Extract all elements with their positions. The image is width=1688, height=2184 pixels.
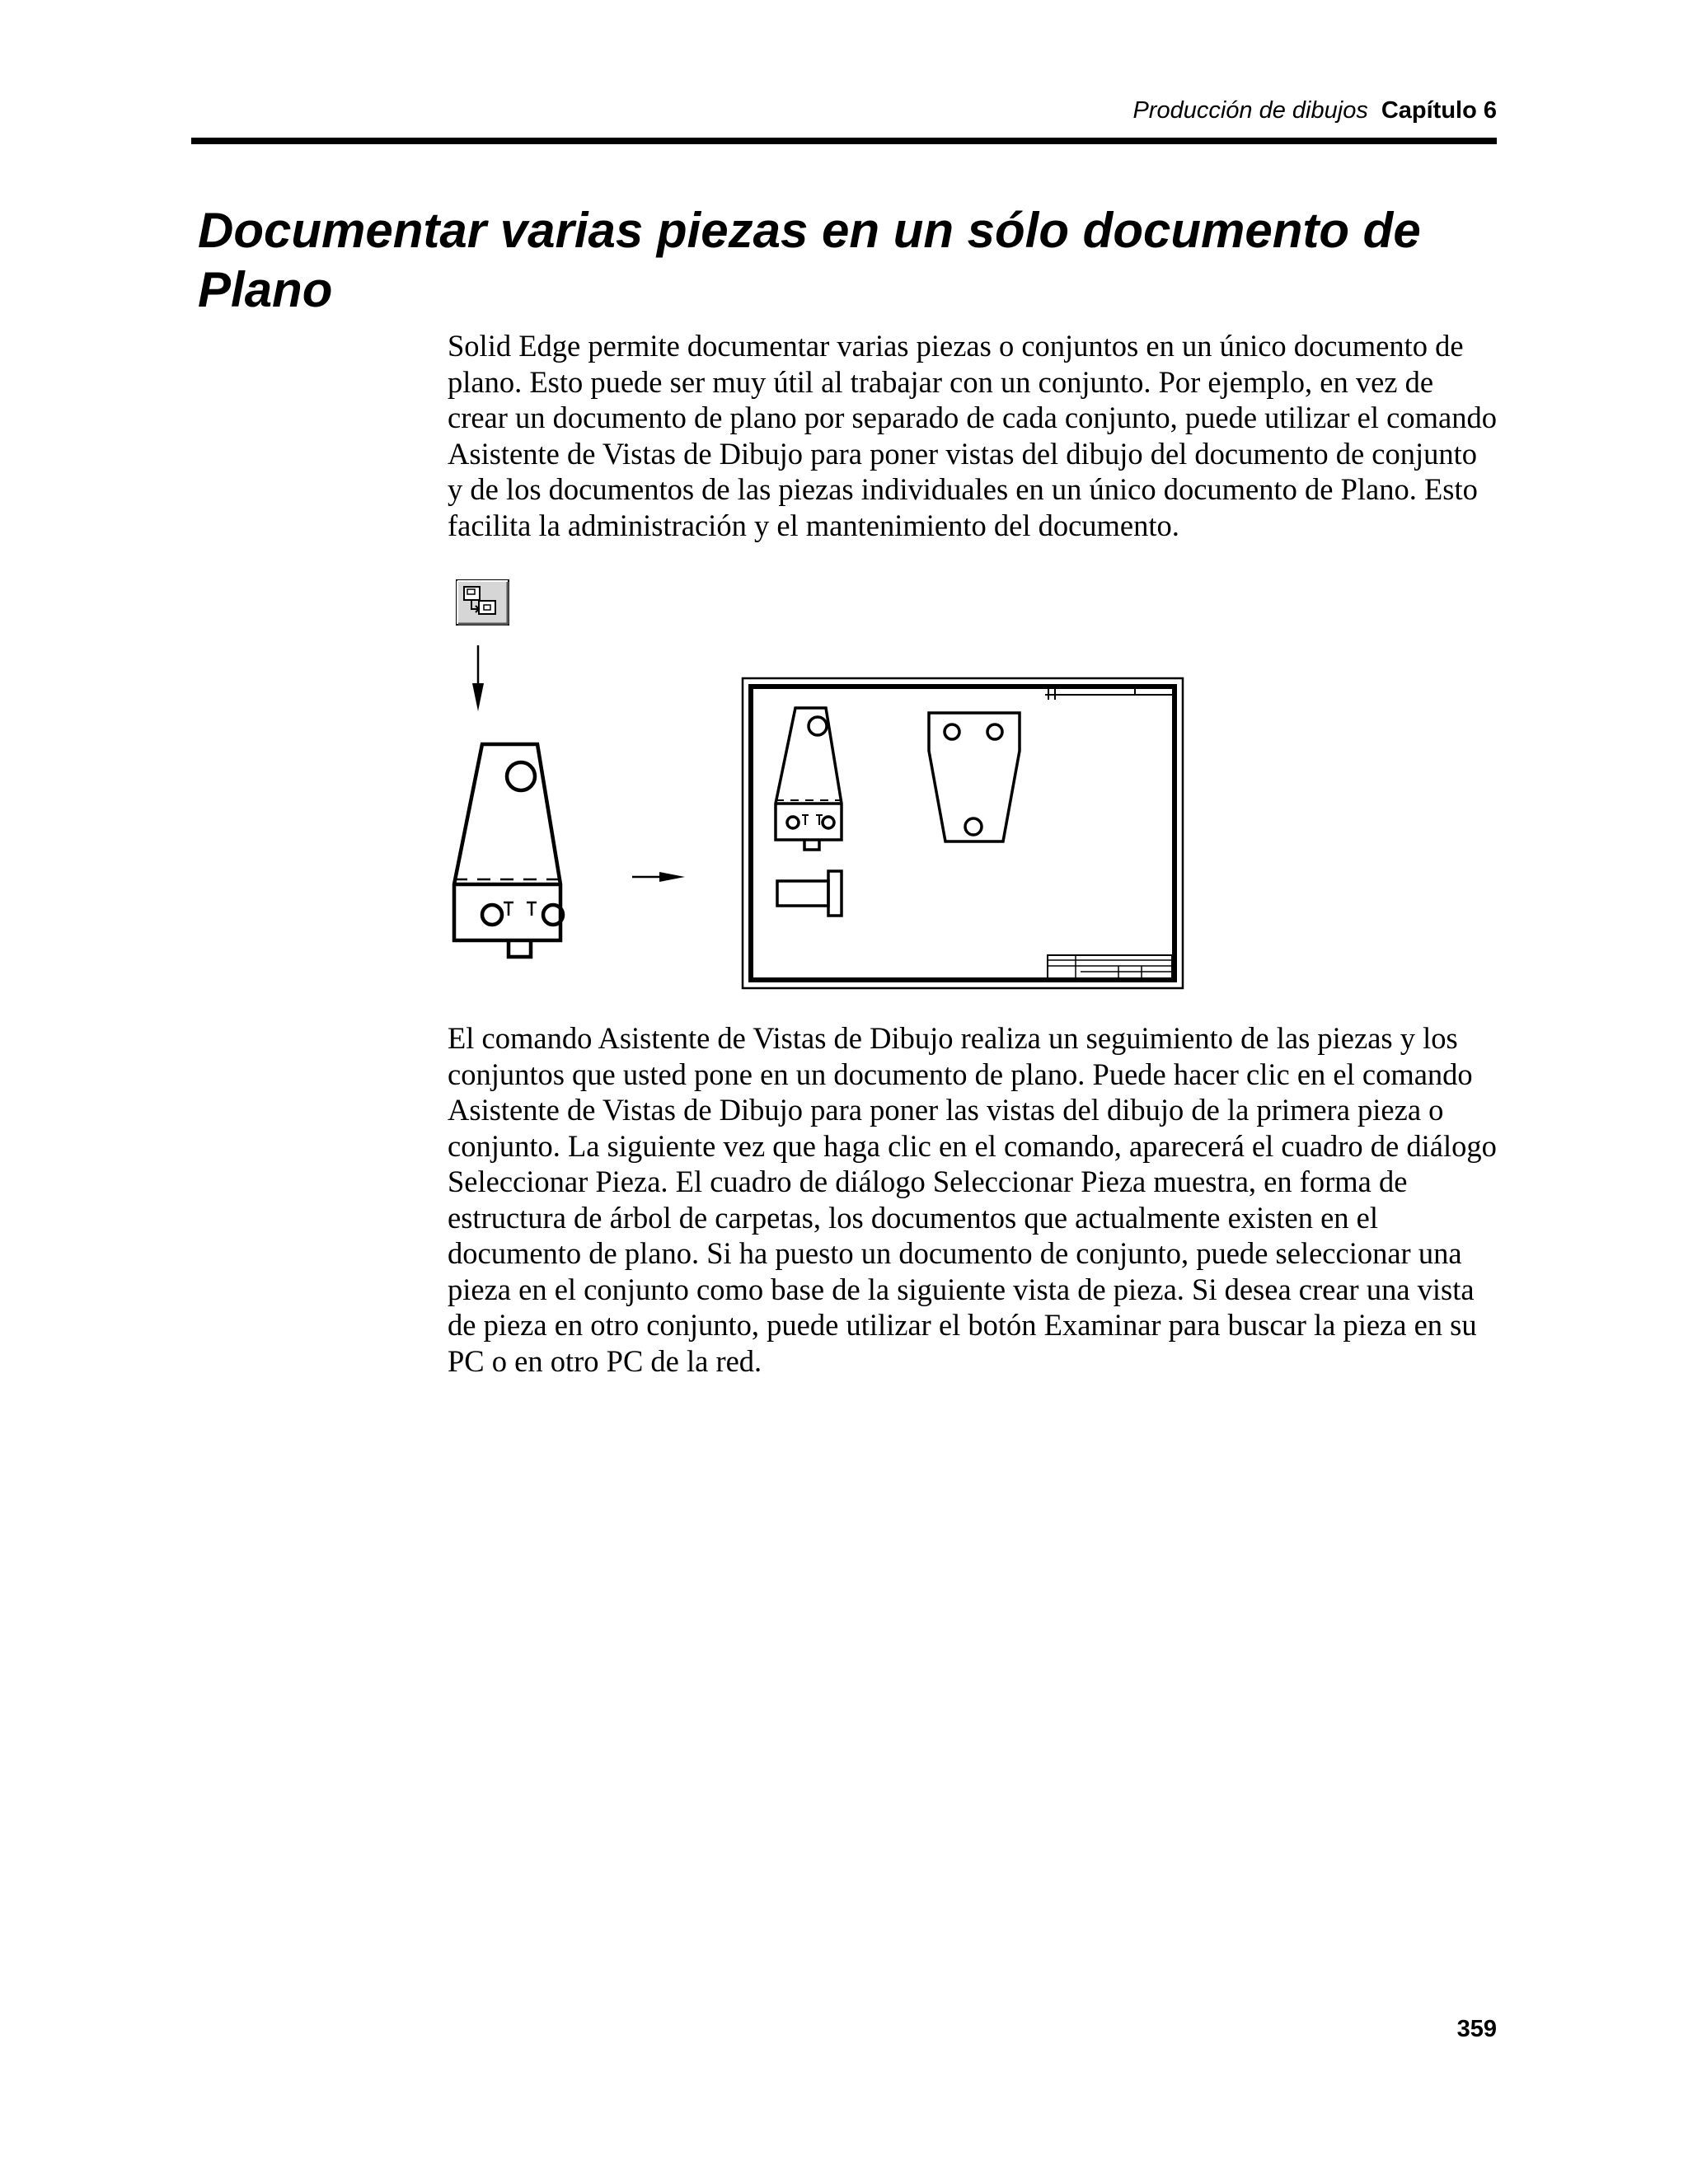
page-title: Documentar varias piezas en un sólo documento de Plano: [198, 203, 1421, 317]
section-title: Producción de dibujos: [1132, 97, 1368, 124]
bracket-part-drawing: [454, 744, 563, 957]
description-paragraph: El comando Asistente de Vistas de Dibujo realiza un seguimiento de las piezas y los conjuntos que usted pone en un documento de plano. Puede hacer clic en el comando Asistente de Vistas de Dibujo para poner las vistas del dibujo de la primera pieza o conjunto. La siguiente vez que haga clic en el comando, aparecerá el cuadro de diálogo Seleccionar Pieza. El cuadro de diálogo Seleccionar Pieza muestra, en forma de estructura de árbol de carpetas, los documentos que actualmente existen en el documento de plano. Si ha puesto un documento de conjunto, puede seleccionar una pieza en el conjunto como base de la siguiente vista de pieza. Si desea crear una vista de pieza en otro conjunto, puede utilizar el botón Examinar para buscar la pieza en su PC o en otro PC de la red.: [448, 1021, 1497, 1378]
intro-paragraph: Solid Edge permite documentar varias piezas o conjuntos en un único documento de plano. Esto puede ser muy útil al trabajar con un conjunto. Por ejemplo, en vez de crear un documento de plano por separado de cada conjunto, puede utilizar el comando Asistente de Vistas de Dibujo para poner vistas del dibujo del documento de conjunto y de los documentos de las piezas individuales en un único documento de Plano. Esto facilita la administración y el mantenimiento del documento.: [448, 329, 1497, 542]
down-arrow-icon: [472, 645, 484, 711]
header-rule: [191, 138, 1497, 144]
drawing-view-wizard-figure: [449, 573, 1199, 1001]
running-header: [1132, 97, 1497, 124]
right-arrow-icon: [632, 872, 685, 882]
page-number: 359: [1456, 2016, 1497, 2042]
figure-illustration: [449, 573, 1199, 1001]
chapter-label: Capítulo 6: [1381, 97, 1497, 124]
drawing-view-wizard-icon: [457, 580, 509, 625]
